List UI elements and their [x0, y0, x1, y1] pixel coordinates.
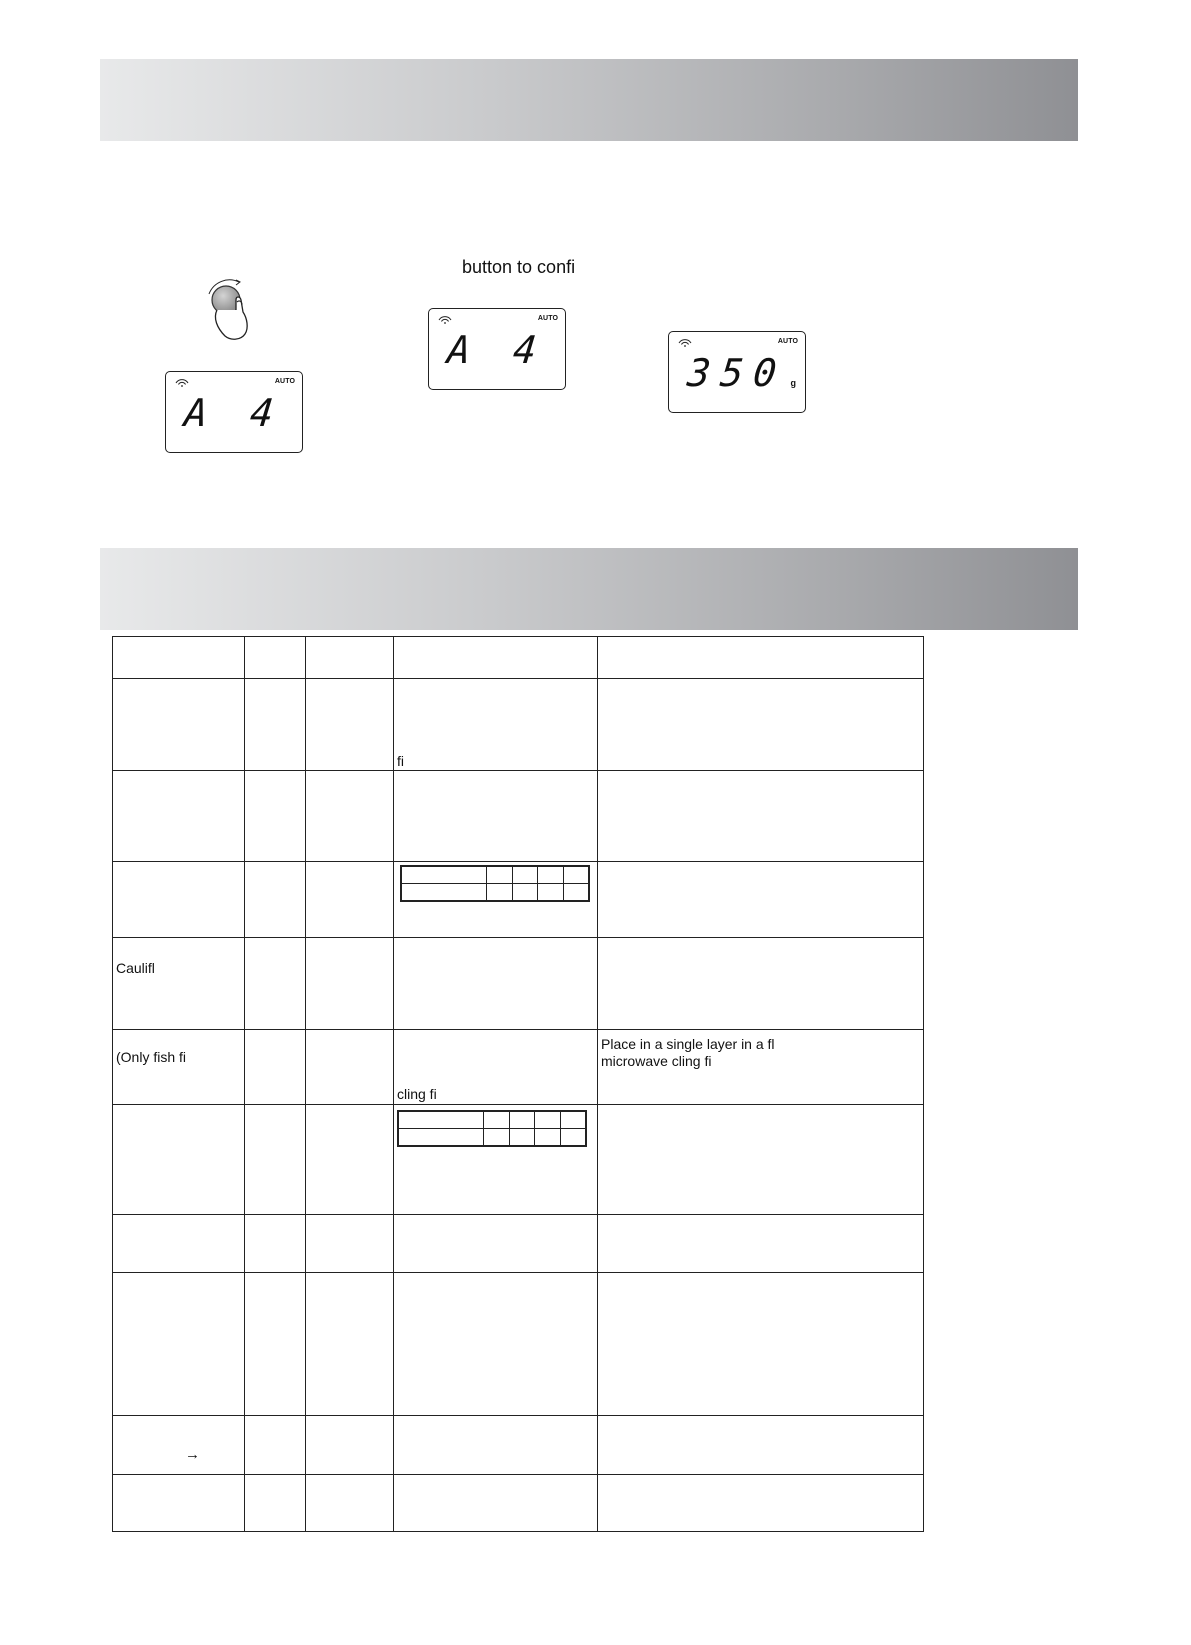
table-row — [113, 1273, 924, 1416]
lcd-display-2 — [428, 308, 566, 390]
signal-icon — [677, 337, 693, 347]
table-cell — [598, 1475, 924, 1532]
table-cell — [598, 862, 924, 938]
instruction-text: cling fi — [397, 1086, 437, 1102]
table-row — [113, 1215, 924, 1273]
table-cell — [306, 771, 394, 862]
table-row — [113, 679, 924, 771]
table-cell — [245, 679, 306, 771]
table-cell — [394, 679, 598, 771]
table-cell — [306, 1215, 394, 1273]
table-header-row — [113, 637, 924, 679]
table-cell — [394, 1273, 598, 1416]
food-name: Caulifl — [116, 960, 155, 976]
table-cell — [394, 1475, 598, 1532]
table-cell — [598, 679, 924, 771]
table-row — [113, 862, 924, 938]
table-cell — [306, 637, 394, 679]
table-cell — [245, 1416, 306, 1475]
signal-icon — [437, 314, 453, 324]
table-cell — [598, 771, 924, 862]
section-header-band-mid — [100, 548, 1078, 630]
table-cell — [394, 938, 598, 1030]
display-readout: 350 — [685, 351, 789, 395]
table-cell — [113, 862, 245, 938]
auto-cook-table — [112, 636, 924, 1532]
table-cell — [394, 637, 598, 679]
table-cell — [245, 938, 306, 1030]
table-cell — [598, 1416, 924, 1475]
table-cell — [245, 771, 306, 862]
table-cell — [306, 1273, 394, 1416]
table-cell — [306, 862, 394, 938]
remarks-line-2: microwave cling fi — [601, 1053, 712, 1069]
table-cell — [598, 1215, 924, 1273]
table-cell — [306, 938, 394, 1030]
confirm-instruction: button to confi — [462, 257, 576, 277]
signal-icon — [174, 377, 190, 387]
food-name: (Only fish fi — [116, 1049, 187, 1065]
table-cell — [306, 1105, 394, 1215]
table-cell — [113, 771, 245, 862]
table-cell — [394, 1416, 598, 1475]
table-cell — [113, 637, 245, 679]
table-cell — [394, 1105, 598, 1215]
table-cell — [394, 862, 598, 938]
table-cell — [113, 1416, 245, 1475]
auto-indicator: AUTO — [537, 315, 558, 322]
table-cell — [306, 679, 394, 771]
table-cell — [113, 679, 245, 771]
table-row — [113, 938, 924, 1030]
table-cell — [113, 1030, 245, 1105]
table-cell — [113, 1273, 245, 1416]
table-row — [113, 1416, 924, 1475]
instruction-text: fi — [397, 753, 404, 769]
auto-indicator: AUTO — [777, 338, 798, 345]
table-cell — [598, 938, 924, 1030]
table-cell — [598, 1105, 924, 1215]
table-cell — [245, 862, 306, 938]
weight-subtable — [400, 865, 590, 902]
table-cell — [598, 1030, 924, 1105]
section-header-band-top — [100, 59, 1078, 141]
table-cell — [394, 1030, 598, 1105]
table-cell — [245, 1475, 306, 1532]
display-unit: g — [790, 378, 796, 388]
table-cell — [245, 1215, 306, 1273]
table-cell — [113, 1475, 245, 1532]
display-readout: A 4 — [445, 328, 549, 372]
table-row — [113, 771, 924, 862]
table-cell — [598, 637, 924, 679]
table-cell — [306, 1475, 394, 1532]
table-cell — [245, 637, 306, 679]
table-cell — [245, 1273, 306, 1416]
table-cell — [394, 771, 598, 862]
lcd-display-1 — [165, 371, 303, 453]
arrow-right-icon: → — [185, 1446, 200, 1463]
table-row — [113, 1105, 924, 1215]
table-cell — [113, 1215, 245, 1273]
lcd-display-3 — [668, 331, 806, 413]
table-cell — [113, 1105, 245, 1215]
table-cell — [245, 1030, 306, 1105]
display-readout: A 4 — [182, 391, 286, 435]
weight-subtable — [397, 1110, 587, 1147]
table-cell — [113, 938, 245, 1030]
table-cell — [245, 1105, 306, 1215]
auto-indicator: AUTO — [274, 378, 295, 385]
remarks-line-1: Place in a single layer in a fl — [601, 1036, 775, 1052]
knob-turn-icon — [203, 278, 261, 342]
table-row — [113, 1475, 924, 1532]
table-row — [113, 1030, 924, 1105]
table-cell — [306, 1030, 394, 1105]
table-cell — [598, 1273, 924, 1416]
table-cell — [394, 1215, 598, 1273]
table-cell — [306, 1416, 394, 1475]
